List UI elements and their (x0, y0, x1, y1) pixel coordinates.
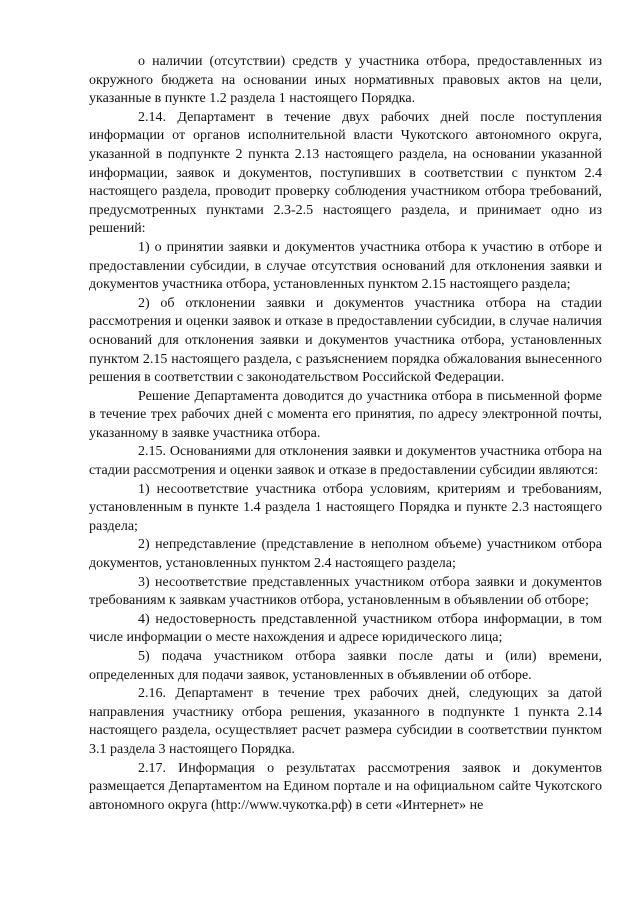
paragraph-continuation: о наличии (отсутствии) средств у участника отбора, предоставленных из окружного бюджета на основании иных нормативных правовых актов на цели, указанные в пункте 1.2 раздела 1 настоящего Порядка. (89, 54, 602, 107)
paragraph-2-15-item-5: 5) подача участником отбора заявки после даты и (или) времени, определенных для подачи заявок, установленных в объявлении об отборе. (89, 649, 602, 683)
paragraph-2-15-item-1: 1) несоответствие участника отбора условиям, критериям и требованиям, установленным в пункте 1.4 раздела 1 настоящего Порядка и пункте 2.3 настоящего раздела; (89, 481, 602, 534)
paragraph-2-17: 2.17. Информация о результатах рассмотрения заявок и документов размещается Департаментом на Едином портале и на официальном сайте Чукотского автономного округа (http://www.чукотка.рф) в сети «Интернет» не (89, 760, 602, 813)
paragraph-2-15: 2.15. Основаниями для отклонения заявки и документов участника отбора на стадии рассмотрения и оценки заявок и отказе в предоставлении субсидии являются: (89, 444, 602, 479)
paragraph-2-16: 2.16. Департамент в течение трех рабочих дней, следующих за датой направления участнику отбора решения, указанного в подпункте 1 пункта 2.14 настоящего раздела, осуществляет расчет размера субсидии в соответствии пунктом 3.1 раздела 3 настоящего Порядка. (89, 686, 602, 757)
paragraph-2-15-item-4: 4) недостоверность представленной участником отбора информации, в том числе информации о месте нахождения и адресе юридического лица; (89, 611, 602, 646)
paragraph-2-15-item-2: 2) непредставление (представление в неполном объеме) участником отбора документов, установленных пунктом 2.4 настоящего раздела; (89, 537, 602, 572)
paragraph-2-14: 2.14. Департамент в течение двух рабочих дней после поступления информации от органов исполнительной власти Чукотского автономного округа, указанной в подпункте 2 пункта 2.13 настоящего раздела, на основании указанной информации, заявок и документов, поступивших в соответствии с пунктом 2.4 настоящего раздела, проводит проверку соблюдения участником отбора требований, предусмотренных пунктами 2.3-2.5 настоящего раздела, и принимает одно из решений: (89, 109, 602, 237)
paragraph-2-14-item-1: 1) о принятии заявки и документов участника отбора к участию в отборе и предоставлении субсидии, в случае отсутствия оснований для отклонения заявки и документов участника отбора, установленных пунктом 2.15 настоящего раздела; (89, 239, 602, 293)
paragraph-2-15-item-3: 3) несоответствие представленных участником отбора заявки и документов требованиям к заявкам участников отбора, установленным в объявлении об отборе; (89, 574, 602, 609)
document-page (89, 53, 602, 815)
paragraph-decision-notice: Решение Департамента доводится до участника отбора в письменной форме в течение трех рабочих дней с момента его принятия, по адресу электронной почты, указанному в заявке участника отбора. (89, 388, 602, 441)
paragraph-2-14-item-2: 2) об отклонении заявки и документов участника отбора на стадии рассмотрения и оценки заявок и отказе в предоставлении субсидии, в случае наличия оснований для отклонения заявки и документов участника отбора, установленных пунктом 2.15 настоящего раздела, с разъяснением порядка обжалования вынесенного решения в соответствии с законодательством Российской Федерации. (89, 295, 602, 386)
